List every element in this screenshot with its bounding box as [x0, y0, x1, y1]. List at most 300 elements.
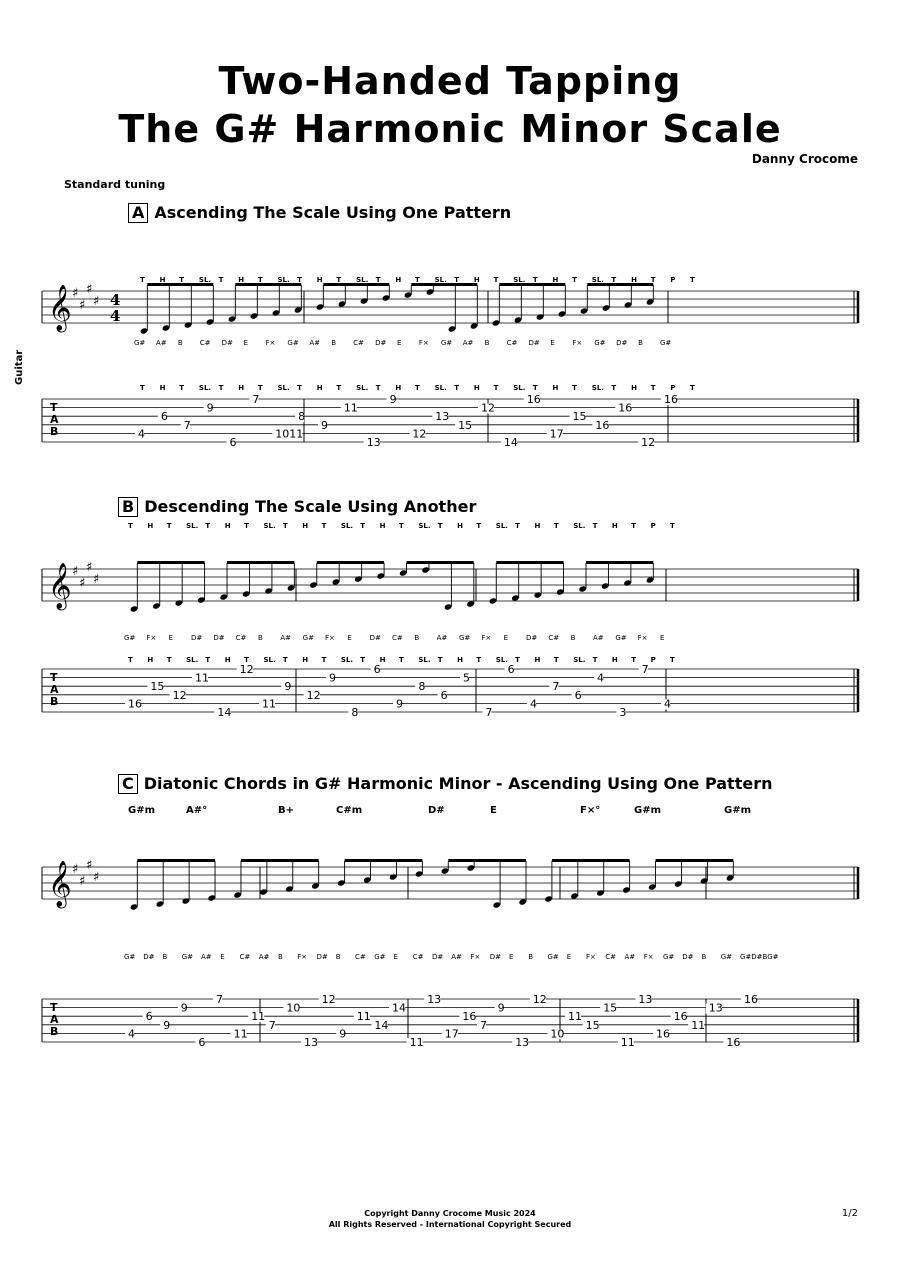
tab-fret-number: 9 [339, 1027, 347, 1041]
tab-fret-number: 16 [595, 418, 610, 432]
technique-marker: T [437, 656, 443, 664]
technique-marker: SL. [591, 276, 604, 284]
treble-clef-icon: 𝄞 [48, 285, 72, 331]
tab-fret-number: 4 [128, 1027, 135, 1041]
instrument-label: Guitar [14, 349, 25, 385]
key-sharp-icon: ♯ [93, 572, 100, 587]
tab-fret-number: 4 [597, 671, 604, 685]
technique-marker: T [493, 384, 499, 392]
beam [496, 561, 563, 564]
tab-fret-number: 10 [286, 1001, 301, 1015]
technique-marker: T [631, 656, 637, 664]
tab-fret-number: 12 [412, 427, 427, 441]
note-name-label: A# [155, 339, 167, 347]
tab-fret-number: 8 [418, 680, 426, 694]
technique-marker: H [302, 656, 309, 664]
rights-line: All Rights Reserved - International Copyright Secured [328, 1220, 572, 1229]
note-name-label: D# [682, 953, 694, 961]
technique-marker: H [457, 656, 463, 664]
technique-marker: H [611, 656, 618, 664]
note-name-label: B [177, 339, 183, 347]
tab-fret-number: 6 [440, 688, 448, 702]
tab-letter: B [50, 425, 59, 438]
tab-fret-number: 9 [163, 1018, 171, 1032]
technique-marker: T [297, 276, 302, 284]
note-name-label: D# [191, 634, 203, 642]
note-name-label: B [638, 339, 643, 347]
copyright-footer [0, 1208, 900, 1230]
note-name-label: G# [594, 339, 606, 347]
note-name-label: F× [637, 634, 648, 642]
technique-marker: SL. [418, 656, 431, 664]
note-name-label: C# [199, 339, 211, 347]
key-sharp-icon: ♯ [72, 286, 79, 301]
note-name-label: G# [124, 634, 136, 642]
tab-fret-number: 4 [530, 697, 537, 711]
tab-fret-number: 16 [618, 401, 633, 415]
note-name-label: C# [239, 953, 251, 961]
note-name-label: D# [526, 634, 538, 642]
note-name-label: A# [201, 953, 212, 961]
page-number: 1/2 [841, 1208, 858, 1219]
technique-marker: T [476, 522, 482, 530]
title-line-2: The G# Harmonic Minor Scale [118, 107, 782, 151]
note-name-label: B [335, 953, 341, 961]
note-name-label: D# [369, 634, 381, 642]
chord-symbol: G#m [634, 805, 662, 816]
technique-marker: H [147, 522, 154, 530]
key-sharp-icon: ♯ [79, 576, 86, 591]
beam [656, 859, 734, 862]
tab-fret-number: 6 [373, 663, 381, 676]
tuning-label: Standard tuning [64, 178, 166, 191]
note-name-label: E [243, 339, 249, 347]
technique-marker: T [592, 522, 598, 530]
tab-fret-number: 16 [462, 1010, 477, 1024]
note-name-label: F× [643, 953, 654, 961]
note-name-label: E [550, 339, 555, 347]
technique-marker: T [476, 656, 482, 664]
technique-marker: SL. [340, 522, 354, 530]
technique-marker: H [316, 276, 323, 284]
technique-marker: T [399, 522, 404, 530]
note-name-label: B [484, 339, 490, 347]
note-name-label: B [570, 634, 576, 642]
technique-marker: T [532, 384, 538, 392]
tab-fret-number: 11 [195, 671, 209, 685]
technique-marker: T [140, 276, 145, 284]
note-name-label: D# [616, 339, 628, 347]
tab-fret-number: 14 [217, 706, 232, 719]
note-name-label: G# [302, 634, 314, 642]
technique-marker: T [321, 656, 327, 664]
tab-fret-number: 15 [150, 680, 165, 694]
tab-fret-number: 7 [552, 680, 560, 694]
note-name-label: F× [470, 953, 481, 961]
tab-fret-number: 9 [389, 393, 397, 406]
technique-marker: SL. [340, 656, 354, 664]
technique-marker: H [534, 656, 541, 664]
technique-marker: H [552, 276, 559, 284]
note-name-label: E [660, 634, 665, 642]
tab-fret-number: 12 [172, 688, 187, 702]
tab-fret-number: 14 [503, 436, 518, 449]
chord-symbol: D# [428, 805, 445, 816]
tab-fret-number: 7 [216, 993, 223, 1006]
technique-marker: SL. [591, 384, 604, 392]
technique-marker: T [611, 276, 617, 284]
note-name-label: C# [235, 634, 247, 642]
technique-marker: T [128, 656, 133, 664]
technique-marker: T [336, 384, 342, 392]
technique-marker: H [159, 276, 166, 284]
tab-fret-number: 17 [444, 1027, 459, 1041]
treble-clef-icon: 𝄞 [48, 861, 72, 907]
technique-marker: T [375, 276, 381, 284]
note-name-label: D# [432, 953, 444, 961]
note-name-label: E [393, 953, 398, 961]
technique-marker: P [650, 522, 656, 530]
tab-fret-number: 16 [526, 393, 541, 406]
section-c-title: Diatonic Chords in G# Harmonic Minor - Ascending Using One Pattern [143, 774, 773, 793]
tab-fret-number: 15 [572, 410, 587, 424]
tab-fret-number: 13 [708, 1001, 723, 1015]
tab-fret-number: 16 [726, 1036, 741, 1049]
technique-marker: H [316, 384, 323, 392]
beam [227, 561, 294, 564]
tab-fret-number: 16 [664, 393, 678, 406]
note-name-label: F× [572, 339, 583, 347]
technique-marker: SL. [263, 656, 276, 664]
tab-fret-number: 12 [532, 993, 547, 1006]
technique-marker: H [302, 522, 309, 530]
note-name-label: A# [309, 339, 320, 347]
note-name-label: C# [605, 953, 617, 961]
note-name-label: G# [440, 339, 453, 347]
tab-letter: T [50, 401, 58, 414]
technique-marker: SL. [434, 384, 447, 392]
beam [586, 561, 653, 564]
technique-marker: T [515, 522, 520, 530]
note-name-label: E [220, 953, 225, 961]
technique-marker: H [611, 522, 618, 530]
note-name-label: A# [593, 634, 604, 642]
technique-marker: T [690, 384, 695, 392]
technique-marker: T [282, 656, 288, 664]
key-sharp-icon: ♯ [86, 282, 93, 297]
technique-marker: SL. [263, 522, 276, 530]
technique-marker: T [532, 276, 538, 284]
tab-letter: B [50, 695, 59, 708]
tab-fret-number: 11 [568, 1010, 582, 1024]
tab-fret-number: 3 [619, 706, 627, 719]
beam [448, 859, 526, 862]
technique-marker: T [205, 656, 211, 664]
technique-marker: SL. [495, 656, 508, 664]
beam [552, 859, 630, 862]
section-b-letter: B [118, 497, 138, 517]
note-name-label: D# [489, 953, 502, 961]
technique-marker: T [297, 384, 302, 392]
tab-letter: T [50, 671, 58, 684]
note-name-label: D# [375, 339, 387, 347]
note-name-label: F× [297, 953, 308, 961]
tab-fret-number: 6 [574, 688, 582, 702]
note-name-label: A# [258, 953, 270, 961]
tab-fret-number: 11 [409, 1036, 424, 1049]
time-signature: 4 [110, 307, 121, 325]
tab-fret-number: 15 [585, 1018, 600, 1032]
note-name-label: G# [720, 953, 733, 961]
note-name-label: D# [213, 634, 225, 642]
note-name-label: E [509, 953, 514, 961]
technique-marker: T [257, 384, 263, 392]
chord-symbol: E [490, 805, 497, 816]
tab-fret-number: 7 [641, 663, 649, 676]
chord-symbol: G#m [128, 805, 156, 816]
tab-fret-number: 17 [549, 427, 564, 441]
tab-fret-number: 15 [603, 1001, 618, 1015]
tab-fret-number: 11 [251, 1010, 266, 1024]
tab-fret-number: 9 [320, 418, 328, 432]
section-a-letter: A [128, 203, 148, 223]
tab-fret-number: 13 [435, 410, 450, 424]
technique-marker: T [553, 656, 559, 664]
technique-marker: T [166, 522, 172, 530]
tab-fret-number: 13 [515, 1036, 530, 1049]
tab-fret-number: 11 [691, 1018, 706, 1032]
note-name-label: F× [265, 339, 276, 347]
note-name-label: G# [124, 953, 136, 961]
note-name-label: E [347, 634, 352, 642]
key-sharp-icon: ♯ [86, 858, 93, 873]
technique-marker: SL. [277, 276, 290, 284]
note-name-label: F× [418, 339, 429, 347]
note-name-label: G# [134, 339, 146, 347]
technique-marker: T [553, 522, 559, 530]
note-name-label: B [701, 953, 707, 961]
technique-marker: T [415, 384, 420, 392]
tab-fret-number: 15 [458, 418, 473, 432]
note-name-label: A# [280, 634, 291, 642]
note-name-label: C# [355, 953, 366, 961]
technique-marker: H [457, 522, 463, 530]
tab-fret-number: 4 [664, 697, 671, 711]
technique-marker: H [395, 276, 402, 284]
note-name-label: G# [615, 634, 627, 642]
tab-fret-number: 13 [427, 993, 442, 1006]
tab-fret-number: 11 [262, 697, 276, 711]
technique-marker: SL. [573, 522, 586, 530]
tab-fret-number: 6 [145, 1010, 153, 1024]
tab-fret-number: 12 [239, 663, 254, 676]
note-name-label: F× [481, 634, 492, 642]
tab-fret-number: 9 [284, 680, 292, 694]
technique-marker: SL. [513, 384, 526, 392]
note-name-label: D# [143, 953, 155, 961]
note-name-label: E [397, 339, 402, 347]
tab-fret-number: 6 [507, 663, 515, 676]
note-name-label: D# [221, 339, 233, 347]
beam [137, 859, 215, 862]
note-name-label: G# [287, 339, 299, 347]
technique-marker: T [670, 522, 675, 530]
tab-fret-number: 14 [374, 1018, 389, 1032]
note-name-label: B [162, 953, 168, 961]
tab-fret-number: 13 [638, 993, 653, 1006]
technique-marker: T [166, 656, 172, 664]
tab-fret-number: 12 [321, 993, 336, 1006]
technique-marker: SL. [356, 384, 369, 392]
technique-marker: T [592, 656, 598, 664]
tab-fret-number: 7 [268, 1018, 276, 1032]
note-name-label: G# [660, 339, 672, 347]
key-sharp-icon: ♯ [93, 870, 100, 885]
tab-fret-number: 12 [306, 688, 321, 702]
note-name-label: G# [459, 634, 471, 642]
technique-marker: H [238, 276, 245, 284]
technique-marker: H [473, 276, 480, 284]
tab-fret-number: 16 [656, 1027, 670, 1041]
technique-marker: SL. [495, 522, 508, 530]
beam [407, 561, 474, 564]
note-name-label: G# [374, 953, 386, 961]
tab-fret-number: 8 [298, 410, 306, 424]
tab-fret-number: 11 [343, 401, 358, 415]
technique-marker: T [244, 656, 249, 664]
technique-marker: T [670, 656, 675, 664]
technique-marker: T [572, 276, 577, 284]
technique-marker: H [224, 522, 231, 530]
tab-fret-number: 11 [620, 1036, 635, 1049]
tab-fret-number: 7 [252, 393, 260, 406]
title-line-1: Two-Handed Tapping [218, 59, 682, 103]
beam [317, 561, 384, 564]
technique-marker: T [631, 522, 637, 530]
technique-marker: T [415, 276, 420, 284]
tab-letter: A [50, 683, 59, 696]
tab-fret-number: 6 [160, 410, 168, 424]
tab-fret-number: 13 [366, 436, 381, 449]
key-sharp-icon: ♯ [79, 874, 86, 889]
note-name-label: E [503, 634, 509, 642]
note-name-label: A# [462, 339, 474, 347]
technique-marker: T [493, 276, 499, 284]
note-name-label: B [414, 634, 420, 642]
note-name-label: C# [412, 953, 424, 961]
technique-marker: SL. [434, 276, 447, 284]
tab-fret-number: 7 [485, 706, 493, 719]
note-name-label: G# [181, 953, 194, 961]
technique-marker: SL. [418, 522, 431, 530]
note-name-label: B [258, 634, 263, 642]
technique-marker: T [205, 522, 211, 530]
technique-marker: H [395, 384, 402, 392]
technique-marker: H [552, 384, 559, 392]
tab-fret-number: 1011 [275, 427, 304, 441]
note-name-label: F× [325, 634, 335, 642]
technique-marker: H [631, 384, 637, 392]
technique-marker: H [473, 384, 480, 392]
section-a-title: Ascending The Scale Using One Pattern [154, 203, 512, 222]
tab-fret-number: 10 [550, 1027, 565, 1041]
note-name-label: D# [316, 953, 328, 961]
key-sharp-icon: ♯ [72, 564, 79, 579]
treble-clef-icon: 𝄞 [48, 563, 72, 609]
note-name-label: C# [506, 339, 518, 347]
technique-marker: T [650, 276, 656, 284]
tab-letter: B [50, 1025, 59, 1038]
technique-marker: T [128, 522, 133, 530]
note-name-label: C# [353, 339, 364, 347]
technique-marker: T [611, 384, 617, 392]
tab-fret-number: 9 [329, 671, 336, 685]
technique-marker: H [238, 384, 245, 392]
tab-letter: T [50, 1001, 58, 1014]
chord-symbol: A#° [186, 805, 208, 816]
technique-marker: SL. [186, 522, 199, 530]
section-c-letter: C [118, 774, 138, 794]
tab-fret-number: 5 [463, 671, 470, 685]
tab-fret-number: 9 [396, 697, 403, 711]
technique-marker: H [224, 656, 231, 664]
tab-fret-number: 6 [198, 1036, 206, 1049]
note-name-label: E [168, 634, 174, 642]
tab-fret-number: 11 [233, 1027, 248, 1041]
technique-marker: H [159, 384, 166, 392]
technique-marker: T [360, 522, 366, 530]
technique-marker: T [218, 276, 224, 284]
tab-letter: A [50, 1013, 59, 1026]
chord-symbol: B+ [278, 805, 295, 816]
technique-marker: T [218, 384, 224, 392]
beam [345, 859, 423, 862]
tab-fret-number: 7 [183, 418, 191, 432]
technique-marker: H [631, 276, 637, 284]
technique-marker: SL. [198, 276, 212, 284]
tab-fret-number: 8 [351, 706, 359, 719]
tab-fret-number: 4 [138, 427, 145, 441]
tab-fret-number: 9 [180, 1001, 188, 1015]
note-name-label: A# [624, 953, 636, 961]
note-name-label: F× [146, 634, 157, 642]
tab-fret-number: 16 [744, 993, 758, 1006]
note-name-label: A# [451, 953, 462, 961]
technique-marker: T [572, 384, 577, 392]
tab-fret-number: 12 [641, 436, 656, 449]
tab-fret-number: 13 [304, 1036, 318, 1049]
technique-marker: SL. [198, 384, 212, 392]
tab-fret-number: 9 [497, 1001, 505, 1015]
technique-marker: T [375, 384, 381, 392]
section-b-title: Descending The Scale Using Another [144, 497, 477, 516]
technique-marker: P [650, 656, 656, 664]
technique-marker: T [336, 276, 342, 284]
technique-marker: P [670, 276, 676, 284]
technique-marker: SL. [356, 276, 369, 284]
technique-marker: H [379, 522, 386, 530]
tab-fret-number: 16 [128, 697, 142, 711]
chord-symbol: C#m [336, 805, 363, 816]
technique-marker: H [147, 656, 154, 664]
technique-marker: T [454, 384, 460, 392]
copyright-line: Copyright Danny Crocome Music 2024 [364, 1209, 536, 1218]
note-name-label: F× [586, 953, 596, 961]
note-name-label: G#D#BG# [740, 953, 779, 961]
technique-marker: T [140, 384, 145, 392]
technique-marker: T [179, 384, 185, 392]
beam [241, 859, 319, 862]
